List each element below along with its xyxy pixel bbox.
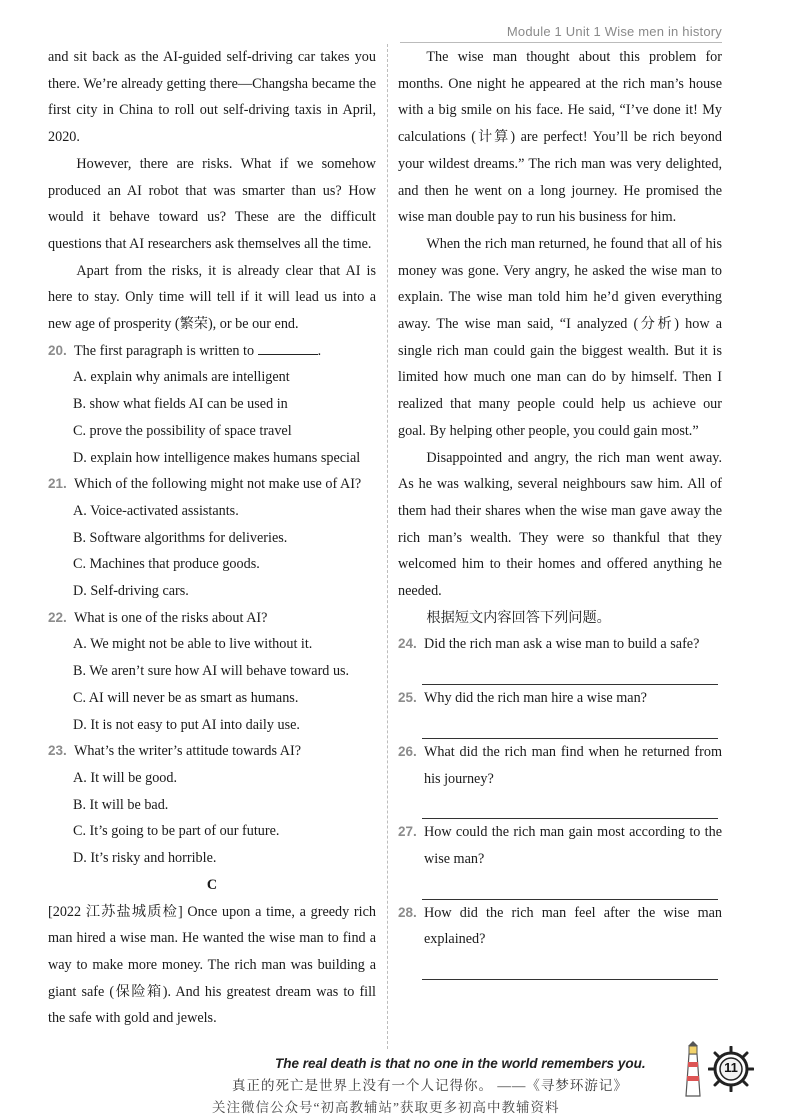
- option-d[interactable]: D. Self-driving cars.: [73, 583, 189, 600]
- option-b[interactable]: B. We aren’t sure how AI will behave toward us.: [73, 663, 350, 680]
- right-column: [398, 44, 722, 980]
- question-22: [48, 605, 376, 739]
- option-b[interactable]: B. Software algorithms for deliveries.: [73, 529, 288, 546]
- question-27: [398, 819, 722, 899]
- option-d[interactable]: D. It’s risky and horrible.: [73, 850, 217, 867]
- footer-ad: 关注微信公众号“初高教辅站”获取更多初高中教辅资料: [212, 1100, 560, 1115]
- question-text: How did the rich man feel after the wise man explained?: [424, 904, 722, 948]
- question-21: [48, 471, 376, 605]
- answer-line[interactable]: [422, 658, 718, 685]
- question-number: 22.: [48, 609, 67, 625]
- option-d[interactable]: D. It is not easy to put AI into daily use.: [73, 716, 300, 733]
- option-c[interactable]: C. Machines that produce goods.: [73, 556, 260, 573]
- right-paragraph-1: The wise man thought about this problem for months. One night he appeared at the rich man’s house with a big smile on his face. He said, “I’ve done it! My calculations (计算) are perfect! You’ll be rich beyond your wildest dreams.” The rich man was very delighted, and then he went on a long journey. He promised the wise man double pay to run his business for him.: [398, 49, 722, 226]
- question-number: 26.: [398, 743, 417, 759]
- question-number: 24.: [398, 636, 417, 652]
- page-badge: [708, 1046, 754, 1092]
- question-25: [398, 685, 722, 739]
- question-number: 20.: [48, 342, 67, 358]
- option-c[interactable]: C. prove the possibility of space travel: [73, 422, 292, 439]
- option-a[interactable]: A. explain why animals are intelligent: [73, 369, 290, 386]
- question-stem: What’s the writer’s attitude towards AI?: [74, 743, 302, 760]
- left-paragraph-3: Apart from the risks, it is already clear that AI is here to stay. Only time will tell if it will lead us into a new age of prosperity (繁荣), or be our end.: [48, 262, 376, 333]
- answer-line[interactable]: [422, 792, 718, 819]
- question-number: 21.: [48, 476, 67, 492]
- answer-line[interactable]: [422, 873, 718, 900]
- right-paragraph-2: When the rich man returned, he found that all of his money was gone. Very angry, he asked the wise man to explain. The wise man told him he’d given everything away. The wise man said, “I analyzed (分析) how a single rich man could gain the biggest wealth. But it is limited how much one man can do by himself. Then I realized that many people could help us achieve our goal. By helping other people, you could gain most.”: [398, 235, 722, 439]
- question-text: Did the rich man ask a wise man to build a safe?: [424, 636, 700, 653]
- left-column: [48, 44, 376, 1032]
- question-stem: The first paragraph is written to: [74, 342, 255, 359]
- lighthouse-icon: [678, 1040, 708, 1100]
- question-stem: What is one of the risks about AI?: [74, 609, 268, 626]
- column-divider: [387, 44, 388, 1049]
- left-paragraph-2: However, there are risks. What if we somehow produced an AI robot that was smarter than us? How would it behave toward us? These are the difficult questions that AI researchers ask themselves all the time.: [48, 155, 376, 252]
- left-paragraph-1: and sit back as the AI-guided self-driving car takes you there. We’re already getting there—Changsha became the first city in China to roll out self-driving taxis in April, 2020.: [48, 49, 376, 146]
- question-stem: Which of the following might not make use of AI?: [74, 476, 362, 493]
- question-text: How could the rich man gain most according to the wise man?: [424, 824, 722, 867]
- right-paragraph-3: Disappointed and angry, the rich man went away. As he was walking, several neighbours saw him. All of them had their shares when the wise man gave away the rich man’s wealth. They were so thankful that they welcomed him to their homes and offered anything he needed.: [398, 449, 722, 600]
- section-c-title: C: [206, 876, 218, 893]
- stem-period: .: [317, 342, 322, 359]
- option-b[interactable]: B. It will be bad.: [73, 796, 169, 813]
- option-d[interactable]: D. explain how intelligence makes humans special: [73, 449, 361, 466]
- question-28: [398, 900, 722, 980]
- running-header: Module 1 Unit 1 Wise men in history: [506, 24, 722, 39]
- option-c[interactable]: C. It’s going to be part of our future.: [73, 823, 280, 840]
- question-number: 25.: [398, 690, 417, 706]
- option-a[interactable]: A. We might not be able to live without it.: [73, 636, 313, 653]
- footer-quote-en: The real death is that no one in the world remembers you.: [275, 1056, 646, 1071]
- question-20: [48, 338, 376, 472]
- question-26: [398, 739, 722, 819]
- option-a[interactable]: A. It will be good.: [73, 769, 178, 786]
- question-number: 23.: [48, 743, 67, 759]
- footer-quote-cn: 真正的死亡是世界上没有一个人记得你。 ——《寻梦环游记》: [232, 1078, 628, 1093]
- question-text: What did the rich man find when he returned from his journey?: [424, 743, 722, 787]
- instruction: 根据短文内容回答下列问题。: [426, 609, 611, 626]
- question-text: Why did the rich man hire a wise man?: [424, 690, 647, 707]
- question-number: 27.: [398, 824, 417, 840]
- question-23: [48, 738, 376, 872]
- option-c[interactable]: C. AI will never be as smart as humans.: [73, 689, 299, 706]
- answer-line[interactable]: [422, 953, 718, 980]
- option-a[interactable]: A. Voice-activated assistants.: [73, 502, 239, 519]
- page-number: 11: [724, 1060, 738, 1075]
- question-number: 28.: [398, 904, 417, 920]
- question-24: [398, 631, 722, 685]
- option-b[interactable]: B. show what fields AI can be used in: [73, 396, 288, 413]
- section-c-paragraph: [2022 江苏盐城质检] Once upon a time, a greedy rich man hired a wise man. He wanted the wise man to find a way to make more money. The rich man was building a giant safe (保险箱). And his greatest dream was to fill the safe with gold and jewels.: [48, 903, 376, 1027]
- answer-line[interactable]: [422, 712, 718, 739]
- answer-blank[interactable]: [258, 340, 318, 355]
- header-rule: [400, 42, 722, 43]
